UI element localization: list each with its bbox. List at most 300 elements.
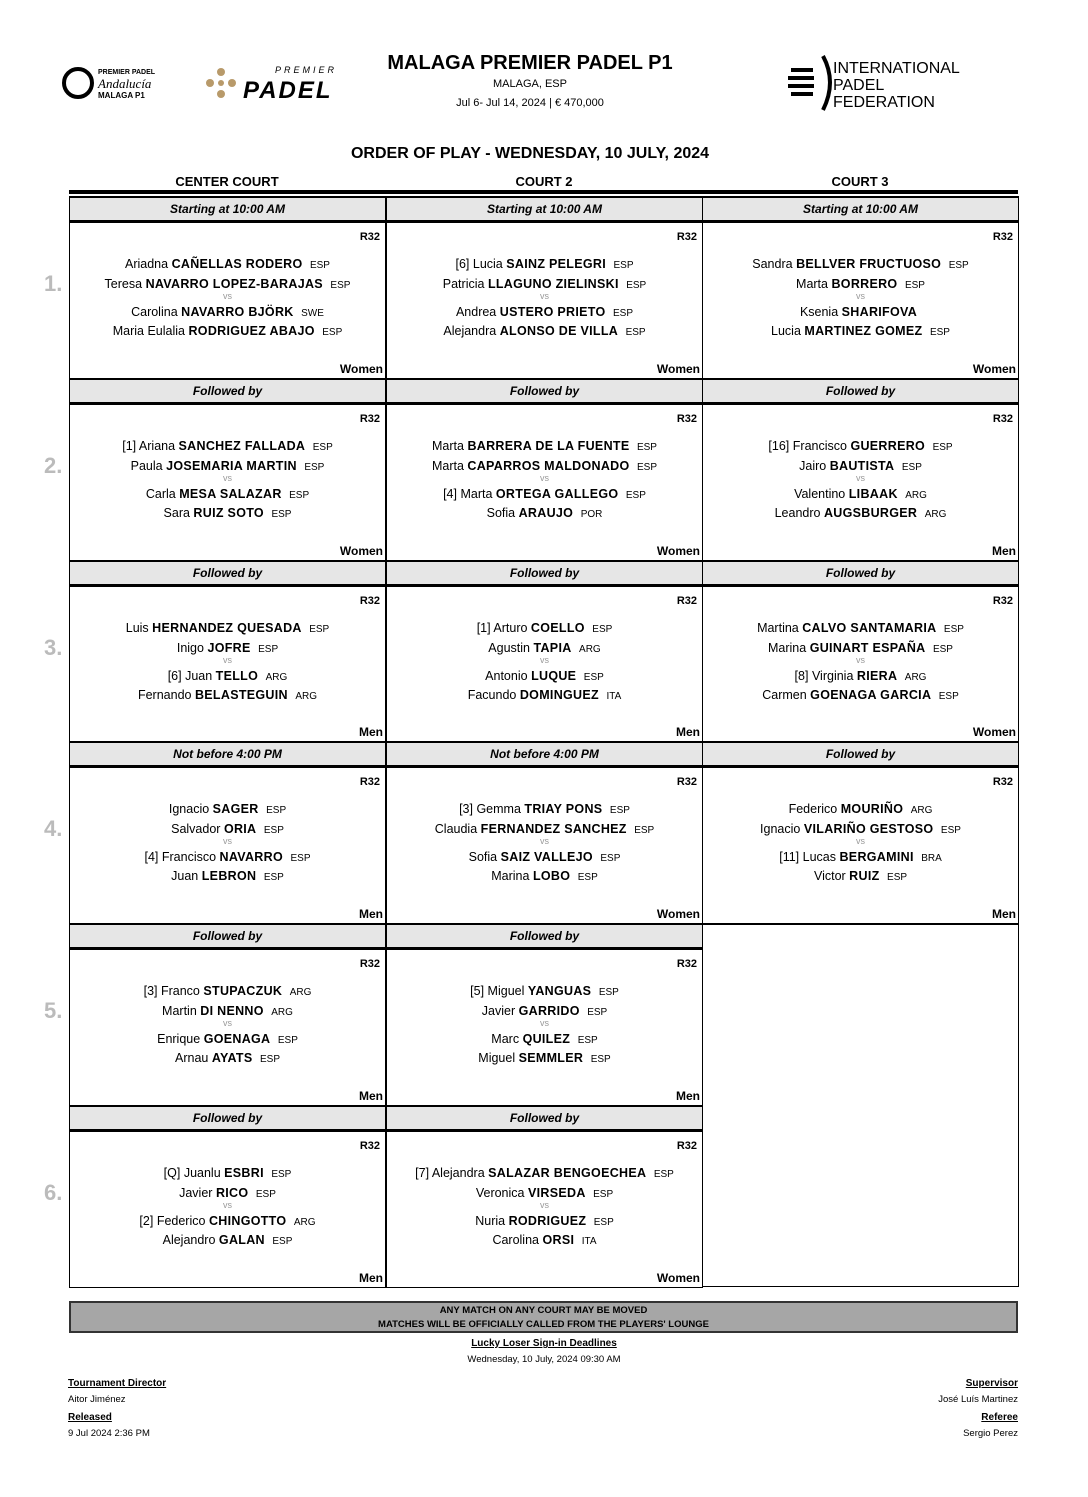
- player-last-name: JOSEMARIA MARTIN: [166, 458, 297, 473]
- round-label: R32: [359, 231, 380, 243]
- match-cell: [69, 766, 386, 924]
- player-line: [70, 487, 385, 501]
- player-nationality: ESP: [932, 441, 953, 453]
- round-label: R32: [676, 412, 697, 425]
- player-line: [70, 984, 385, 998]
- match-cell: [386, 948, 703, 1106]
- vs-label: vs: [856, 472, 865, 483]
- player-last-name: GUERRERO: [850, 438, 926, 453]
- player-first-name: Marta: [431, 458, 464, 473]
- player-line: [703, 277, 1018, 291]
- player-line: [70, 850, 385, 864]
- round-label: R32: [992, 594, 1013, 607]
- supervisor-name: José Luís Martinez: [938, 1394, 1018, 1405]
- player-nationality: POR: [580, 508, 603, 520]
- player-first-name: Sofia: [486, 505, 516, 520]
- player-nationality: ESP: [271, 1169, 292, 1180]
- player-line: [387, 257, 702, 271]
- row-number: 4.: [44, 816, 63, 842]
- player-last-name: LUQUE: [531, 668, 577, 683]
- category-label: Women: [656, 361, 700, 376]
- round-label: R32: [359, 958, 380, 971]
- player-first-name: Arnau: [175, 1051, 209, 1066]
- notice-line: ANY MATCH ON ANY COURT MAY BE MOVED: [439, 1305, 648, 1316]
- player-line: [703, 621, 1018, 635]
- player-nationality: ITA: [606, 690, 622, 702]
- time-header: Followed by: [702, 560, 1019, 585]
- player-line: [70, 641, 385, 655]
- player-line: [387, 1004, 702, 1018]
- vs-label: vs: [856, 836, 865, 847]
- category-label: Men: [676, 725, 700, 740]
- player-nationality: ESP: [626, 280, 647, 291]
- player-last-name: NAVARRO: [219, 850, 283, 865]
- match-cell: [386, 1130, 703, 1288]
- player-line: [70, 1004, 385, 1018]
- vs-label: vs: [223, 1018, 232, 1029]
- match-cell: [702, 766, 1019, 924]
- player-line: [703, 305, 1018, 319]
- player-nationality: ARG: [910, 805, 933, 817]
- tournament-dates: Jul 6- Jul 14, 2024 | € 470,000: [456, 97, 604, 109]
- match-cell: [386, 221, 703, 379]
- lucky-loser-deadline: Wednesday, 10 July, 2024 09:30 AM: [467, 1354, 621, 1365]
- match-cell: [386, 585, 703, 743]
- notice-line: MATCHES WILL BE OFFICIALLY CALLED FROM THE PLAYERS' LOUNGE: [378, 1319, 709, 1330]
- player-line: [703, 802, 1018, 816]
- player-first-name: Sandra: [752, 257, 793, 271]
- player-line: [70, 1214, 385, 1228]
- player-nationality: ESP: [590, 1054, 611, 1066]
- vs-label: vs: [223, 291, 232, 301]
- player-last-name: RIERA: [856, 668, 898, 683]
- player-seed: [3]: [459, 802, 473, 817]
- round-label: R32: [359, 776, 380, 789]
- match-cell: [386, 403, 703, 561]
- category-label: Women: [339, 543, 383, 558]
- player-nationality: ESP: [948, 260, 969, 271]
- player-seed: [1]: [476, 620, 491, 635]
- player-last-name: DI NENNO: [200, 1004, 264, 1019]
- vs-label: vs: [540, 472, 549, 483]
- tournament-title: MALAGA PREMIER PADEL P1: [387, 52, 673, 74]
- player-last-name: MARTINEZ GOMEZ: [804, 324, 923, 338]
- match-cell: [69, 585, 386, 743]
- order-of-play-title: ORDER OF PLAY - WEDNESDAY, 10 JULY, 2024: [350, 145, 710, 162]
- player-line: [387, 324, 702, 338]
- player-first-name: Valentino: [794, 486, 846, 501]
- player-line: [70, 305, 385, 319]
- player-nationality: ITA: [581, 1236, 597, 1247]
- player-nationality: ESP: [625, 489, 646, 501]
- player-nationality: ESP: [600, 853, 621, 865]
- player-nationality: ESP: [592, 623, 613, 635]
- player-last-name: BORRERO: [831, 277, 898, 291]
- player-first-name: Enrique: [157, 1032, 201, 1047]
- player-first-name: Inigo: [176, 640, 204, 655]
- player-nationality: SWE: [301, 308, 324, 319]
- player-line: [387, 1214, 702, 1228]
- player-last-name: GALAN: [218, 1233, 265, 1247]
- player-first-name: Sara: [163, 505, 190, 520]
- player-first-name: Alejandra: [443, 324, 497, 338]
- player-line: [70, 1186, 385, 1200]
- player-nationality: ESP: [887, 872, 908, 884]
- player-first-name: Martin: [162, 1004, 197, 1019]
- player-first-name: Juan: [185, 668, 213, 683]
- player-line: [387, 305, 702, 319]
- player-last-name: VILARIÑO GESTOSO: [803, 822, 934, 837]
- vs-label: vs: [223, 1200, 232, 1210]
- player-last-name: BARRERA DE LA FUENTE: [467, 438, 630, 453]
- court-header-3: COURT 3: [831, 174, 889, 189]
- match-cell: [69, 403, 386, 561]
- player-line: [387, 641, 702, 655]
- vs-label: vs: [223, 472, 232, 483]
- vs-label: vs: [540, 1018, 549, 1029]
- player-first-name: Arturo: [493, 620, 528, 635]
- player-line: [387, 869, 702, 883]
- player-nationality: ARG: [271, 1007, 293, 1019]
- player-line: [387, 802, 702, 816]
- player-nationality: ESP: [653, 1169, 674, 1180]
- player-nationality: ESP: [636, 441, 657, 453]
- player-first-name: Ksenia: [799, 305, 839, 319]
- player-first-name: Javier: [179, 1186, 213, 1200]
- player-first-name: Jairo: [799, 458, 827, 473]
- player-seed: [11]: [779, 850, 800, 865]
- player-last-name: SANCHEZ FALLADA: [178, 438, 306, 453]
- player-nationality: ESP: [263, 825, 284, 837]
- round-label: R32: [676, 776, 697, 789]
- player-last-name: GUINART ESPAÑA: [809, 640, 926, 655]
- svg-text:FEDERATION: FEDERATION: [833, 94, 935, 111]
- player-nationality: ARG: [293, 1217, 316, 1228]
- player-seed: [6]: [455, 257, 470, 271]
- player-seed: [2]: [139, 1214, 154, 1228]
- player-last-name: LEBRON: [201, 869, 257, 884]
- player-last-name: TRIAY PONS: [524, 802, 603, 817]
- row-number: 6.: [44, 1180, 63, 1205]
- player-line: [70, 669, 385, 683]
- player-line: [387, 688, 702, 702]
- player-first-name: Veronica: [475, 1186, 525, 1200]
- player-line: [703, 688, 1018, 702]
- player-line: [387, 1032, 702, 1046]
- svg-text:PADEL: PADEL: [243, 77, 333, 104]
- player-first-name: Francisco: [161, 850, 217, 865]
- player-first-name: Fernando: [137, 687, 192, 702]
- player-last-name: LIBAAK: [848, 486, 898, 501]
- notice-banner: [69, 1301, 1018, 1333]
- lucky-loser-label: Lucky Loser Sign-in Deadlines: [471, 1338, 617, 1349]
- svg-text:Andalucía: Andalucía: [98, 76, 152, 91]
- tournament-location: MALAGA, ESP: [493, 78, 567, 90]
- player-last-name: QUILEZ: [522, 1032, 571, 1047]
- player-nationality: ESP: [259, 1054, 280, 1066]
- vs-label: vs: [856, 654, 865, 665]
- player-first-name: Agustin: [488, 640, 530, 655]
- player-line: [70, 1032, 385, 1046]
- round-label: R32: [676, 231, 697, 243]
- player-last-name: RICO: [215, 1186, 249, 1200]
- round-label: R32: [359, 594, 380, 607]
- player-last-name: CAPARROS MALDONADO: [467, 458, 630, 473]
- time-header: Followed by: [702, 741, 1019, 766]
- player-last-name: MESA SALAZAR: [179, 486, 282, 501]
- player-line: [387, 850, 702, 864]
- category-label: Women: [656, 543, 700, 558]
- player-first-name: Federico: [788, 802, 838, 817]
- player-first-name: Claudia: [434, 822, 478, 837]
- match-cell: [69, 1130, 386, 1288]
- time-header: Followed by: [69, 923, 386, 948]
- player-nationality: ARG: [265, 671, 288, 683]
- player-nationality: ARG: [924, 508, 947, 520]
- player-nationality: ESP: [637, 461, 658, 473]
- category-label: Women: [972, 725, 1016, 740]
- court-header-2: COURT 2: [515, 174, 573, 189]
- player-line: [703, 641, 1018, 655]
- supervisor-label: Supervisor: [965, 1378, 1018, 1389]
- player-line: [387, 1051, 702, 1065]
- player-line: [387, 506, 702, 520]
- row-number: 3.: [44, 634, 63, 660]
- player-first-name: Ariana: [138, 438, 176, 453]
- player-seed: [6]: [167, 668, 182, 683]
- player-last-name: LLAGUNO ZIELINSKI: [487, 277, 619, 291]
- player-nationality: ESP: [625, 327, 646, 338]
- player-seed: [8]: [794, 668, 809, 683]
- player-nationality: ESP: [587, 1007, 608, 1019]
- player-nationality: ESP: [312, 441, 333, 453]
- player-nationality: ESP: [583, 671, 604, 683]
- player-nationality: ESP: [932, 643, 953, 655]
- category-label: Women: [339, 361, 383, 376]
- player-last-name: TAPIA: [533, 640, 572, 655]
- player-seed: [16]: [768, 438, 790, 453]
- player-first-name: Javier: [481, 1004, 516, 1019]
- vs-label: vs: [540, 1200, 549, 1210]
- player-line: [70, 822, 385, 836]
- player-nationality: ESP: [322, 327, 343, 338]
- player-first-name: Antonio: [485, 668, 528, 683]
- player-first-name: Lucia: [472, 257, 503, 271]
- match-cell: [702, 403, 1019, 561]
- player-first-name: Carolina: [131, 305, 178, 319]
- player-seed: [4]: [144, 850, 159, 865]
- player-first-name: Maria Eulalia: [112, 324, 185, 338]
- player-first-name: Carmen: [762, 687, 807, 702]
- vs-label: vs: [223, 654, 232, 665]
- player-nationality: ESP: [266, 805, 287, 817]
- player-nationality: ESP: [258, 643, 279, 655]
- player-last-name: FERNANDEZ SANCHEZ: [480, 822, 627, 837]
- player-line: [70, 459, 385, 473]
- player-last-name: LOBO: [532, 869, 571, 884]
- round-label: R32: [992, 231, 1013, 243]
- player-nationality: ESP: [634, 825, 655, 837]
- player-line: [387, 459, 702, 473]
- player-line: [387, 669, 702, 683]
- referee-name: Sergio Perez: [963, 1428, 1018, 1439]
- player-last-name: ORSI: [542, 1233, 575, 1247]
- player-line: [70, 277, 385, 291]
- match-cell: [69, 948, 386, 1106]
- player-seed: [7]: [415, 1166, 430, 1180]
- player-nationality: ESP: [277, 1035, 298, 1047]
- player-nationality: ESP: [940, 825, 961, 837]
- player-line: [387, 1166, 702, 1180]
- player-line: [70, 1233, 385, 1247]
- player-nationality: ESP: [598, 987, 619, 999]
- player-first-name: Leandro: [774, 505, 821, 520]
- player-last-name: CAÑELLAS RODERO: [171, 257, 303, 271]
- player-nationality: BRA: [921, 853, 942, 865]
- time-header: Followed by: [69, 1105, 386, 1130]
- player-first-name: Gemma: [476, 802, 521, 817]
- player-seed: [Q]: [163, 1166, 181, 1180]
- player-seed: [3]: [143, 984, 158, 999]
- player-first-name: Marta: [796, 277, 828, 291]
- round-label: R32: [676, 594, 697, 607]
- player-last-name: GOENAGA: [203, 1032, 271, 1047]
- player-last-name: SAIZ VALLEJO: [500, 850, 593, 865]
- player-line: [70, 621, 385, 635]
- player-nationality: ARG: [289, 987, 312, 999]
- player-last-name: RODRIGUEZ: [508, 1214, 587, 1228]
- player-first-name: Victor: [813, 869, 846, 884]
- player-line: [703, 487, 1018, 501]
- player-line: [70, 1166, 385, 1180]
- category-label: Men: [359, 1088, 383, 1103]
- player-nationality: ESP: [271, 508, 292, 520]
- player-last-name: RODRIGUEZ ABAJO: [188, 324, 315, 338]
- player-seed: [4]: [443, 486, 457, 501]
- player-first-name: Teresa: [104, 277, 143, 291]
- time-header: Followed by: [386, 923, 703, 948]
- svg-text:PADEL: PADEL: [833, 77, 885, 94]
- player-line: [70, 869, 385, 883]
- player-last-name: NAVARRO BJÖRK: [181, 305, 294, 319]
- player-last-name: MOURIÑO: [840, 802, 904, 817]
- player-line: [703, 669, 1018, 683]
- player-last-name: YANGUAS: [527, 984, 592, 999]
- player-nationality: ESP: [309, 623, 330, 635]
- player-nationality: ESP: [613, 260, 634, 271]
- header-divider: [69, 190, 1018, 194]
- time-header: Followed by: [69, 378, 386, 403]
- player-line: [70, 506, 385, 520]
- vs-label: vs: [223, 836, 232, 847]
- player-nationality: ESP: [304, 461, 325, 473]
- time-header: Starting at 10:00 AM: [702, 196, 1019, 221]
- player-first-name: Federico: [156, 1214, 206, 1228]
- svg-text:PREMIER PADEL: PREMIER PADEL: [98, 69, 156, 76]
- player-last-name: CALVO SANTAMARIA: [802, 620, 937, 635]
- player-nationality: ESP: [904, 280, 925, 291]
- player-line: [387, 1186, 702, 1200]
- player-nationality: ESP: [272, 1236, 293, 1247]
- released-time: 9 Jul 2024 2:36 PM: [68, 1428, 150, 1439]
- player-first-name: Juan: [171, 869, 199, 884]
- player-first-name: Andrea: [455, 305, 497, 319]
- player-first-name: Lucia: [771, 324, 801, 338]
- player-last-name: ARAUJO: [518, 505, 574, 520]
- svg-text:INTERNATIONAL: INTERNATIONAL: [833, 60, 960, 77]
- premier-padel-andalucia-logo: [62, 66, 192, 107]
- player-first-name: Marina: [491, 869, 530, 884]
- time-header: Followed by: [702, 378, 1019, 403]
- round-label: R32: [359, 1140, 380, 1152]
- player-first-name: Miguel: [478, 1051, 516, 1066]
- player-first-name: Facundo: [467, 687, 517, 702]
- player-first-name: Marc: [491, 1032, 520, 1047]
- player-nationality: ESP: [613, 308, 634, 319]
- category-label: Women: [656, 1270, 700, 1285]
- player-line: [703, 324, 1018, 338]
- round-label: R32: [676, 1140, 697, 1152]
- round-label: R32: [992, 412, 1013, 425]
- player-nationality: ESP: [330, 280, 351, 291]
- vs-label: vs: [540, 654, 549, 665]
- court-header-center: CENTER COURT: [175, 174, 279, 189]
- player-first-name: Luis: [125, 620, 149, 635]
- player-first-name: Ariadna: [125, 257, 169, 271]
- category-label: Men: [676, 1088, 700, 1103]
- international-padel-federation-logo: [785, 54, 960, 117]
- player-first-name: Ignacio: [760, 822, 801, 837]
- time-header: Followed by: [386, 378, 703, 403]
- player-last-name: USTERO PRIETO: [499, 305, 606, 319]
- player-line: [70, 324, 385, 338]
- referee-label: Referee: [981, 1412, 1018, 1423]
- player-nationality: ARG: [295, 690, 318, 702]
- player-nationality: ESP: [263, 872, 284, 884]
- player-nationality: ESP: [938, 690, 959, 702]
- player-line: [387, 439, 702, 453]
- player-last-name: SALAZAR BENGOECHEA: [488, 1166, 647, 1180]
- empty-cell: [702, 923, 1019, 1287]
- player-nationality: ESP: [577, 872, 598, 884]
- director-label: Tournament Director: [68, 1378, 167, 1389]
- player-first-name: Francisco: [792, 438, 847, 453]
- player-last-name: JOFRE: [207, 640, 251, 655]
- player-last-name: SAGER: [212, 802, 259, 817]
- player-nationality: ESP: [309, 260, 330, 271]
- player-first-name: Marta: [432, 438, 464, 453]
- time-header: Followed by: [386, 1105, 703, 1130]
- player-first-name: Alejandra: [431, 1166, 485, 1180]
- match-cell: [702, 221, 1019, 379]
- player-line: [703, 459, 1018, 473]
- player-last-name: HERNANDEZ QUESADA: [152, 620, 302, 635]
- player-nationality: ESP: [593, 1217, 614, 1228]
- svg-text:PREMIER: PREMIER: [275, 65, 338, 75]
- player-last-name: CHINGOTTO: [208, 1214, 287, 1228]
- player-line: [387, 1233, 702, 1247]
- player-nationality: ESP: [577, 1035, 598, 1047]
- category-label: Men: [359, 907, 383, 922]
- player-first-name: Carolina: [492, 1233, 539, 1247]
- player-last-name: BERGAMINI: [839, 850, 914, 865]
- player-last-name: RUIZ: [849, 869, 880, 884]
- player-line: [387, 822, 702, 836]
- player-nationality: ESP: [929, 327, 950, 338]
- player-nationality: ESP: [609, 805, 630, 817]
- player-last-name: TELLO: [215, 668, 259, 683]
- player-last-name: SAINZ PELEGRI: [506, 257, 606, 271]
